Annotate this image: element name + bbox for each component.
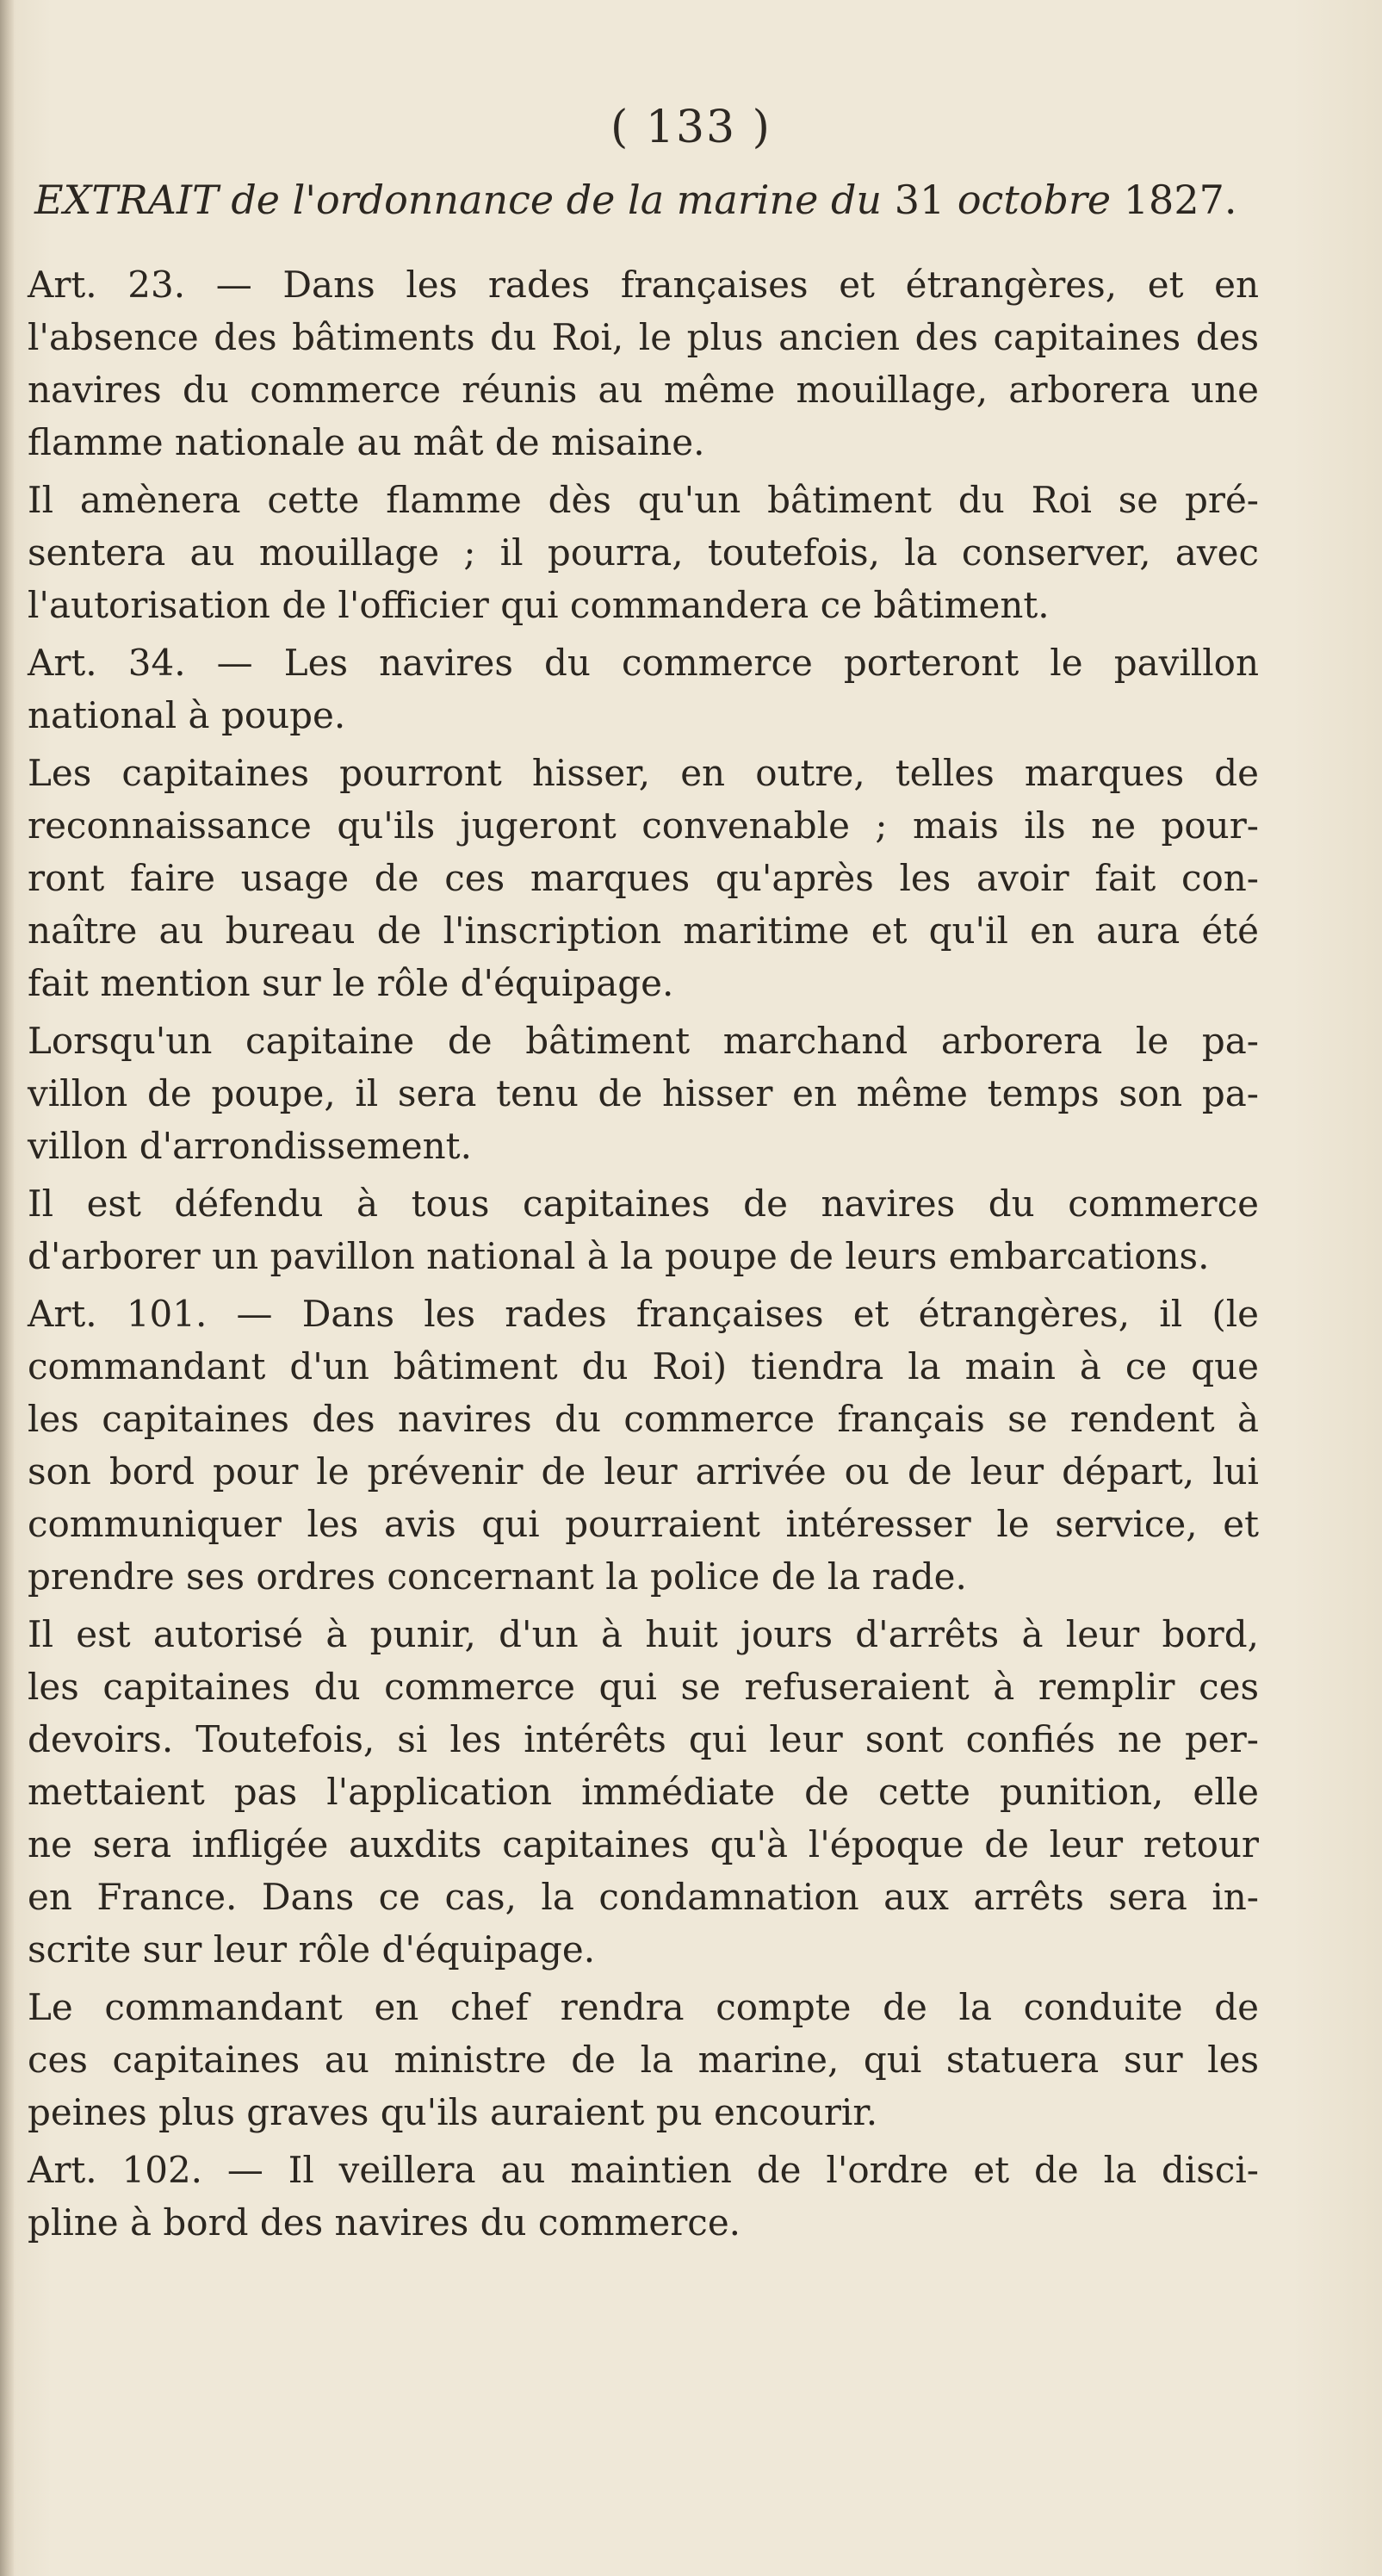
text-line: d'arborer un pavillon national à la poupe de leurs embarcations. (28, 1235, 1210, 1277)
text-line: l'absence des bâtiments du Roi, le plus ancien des capitaines des (28, 316, 1259, 358)
paragraph (28, 2144, 1259, 2249)
text-line: peines plus graves qu'ils auraient pu encourir. (28, 2091, 878, 2133)
text-line: Le commandant en chef rendra compte de la conduite de (28, 1986, 1259, 2028)
text-line: flamme nationale au mât de misaine. (28, 421, 705, 463)
text-line: villon d'arrondissement. (28, 1125, 472, 1167)
text-line: ront faire usage de ces marques qu'après les avoir fait con- (28, 857, 1259, 899)
text-line: scrite sur leur rôle d'équipage. (28, 1928, 596, 1971)
text-line: Il est défendu à tous capitaines de navires du commerce (28, 1182, 1259, 1225)
page-number: ( 133 ) (610, 102, 772, 153)
paragraph (28, 258, 1259, 469)
text-line: navires du commerce réunis au même mouillage, arborera une (28, 369, 1259, 411)
body-text (28, 258, 1259, 2254)
page-gutter-edge (0, 0, 14, 2576)
text-line: Les capitaines pourront hisser, en outre, telles marques de (28, 752, 1259, 794)
text-line: sentera au mouillage ; il pourra, toutefois, la conserver, avec (28, 531, 1259, 574)
text-line: commandant d'un bâtiment du Roi) tiendra la main à ce que (28, 1345, 1259, 1387)
text-line: les capitaines des navires du commerce français se rendent à (28, 1398, 1259, 1440)
text-line: reconnaissance qu'ils jugeront convenable ; mais ils ne pour- (28, 804, 1259, 847)
title-date-year: 1827. (1123, 177, 1237, 223)
text-line: Il amènera cette flamme dès qu'un bâtiment du Roi se pré- (28, 479, 1259, 521)
title-text: EXTRAIT de l'ordonnance de la marine du (34, 177, 883, 223)
text-line: pline à bord des navires du commerce. (28, 2201, 741, 2244)
text-line: l'autorisation de l'officier qui commandera ce bâtiment. (28, 584, 1050, 626)
text-line: fait mention sur le rôle d'équipage. (28, 962, 674, 1004)
paragraph (28, 747, 1259, 1009)
text-line: les capitaines du commerce qui se refuseraient à remplir ces (28, 1666, 1259, 1708)
paragraph (28, 474, 1259, 631)
paragraph (28, 1288, 1259, 1603)
paragraph (28, 1015, 1259, 1172)
text-line: villon de poupe, il sera tenu de hisser en même temps son pa- (28, 1072, 1259, 1114)
title-date-day: 31 (894, 177, 945, 223)
text-line: Art. 34. — Les navires du commerce porteront le pavillon (28, 642, 1259, 684)
text-line: mettaient pas l'application immédiate de cette punition, elle (28, 1771, 1259, 1813)
section-title (34, 177, 1257, 223)
text-line: Lorsqu'un capitaine de bâtiment marchand arborera le pa- (28, 1020, 1259, 1062)
text-line: Art. 23. — Dans les rades françaises et étrangères, et en (28, 264, 1259, 306)
text-line: son bord pour le prévenir de leur arrivée ou de leur départ, lui (28, 1450, 1259, 1493)
text-line: ces capitaines au ministre de la marine, qui statuera sur les (28, 2039, 1259, 2081)
paragraph (28, 636, 1259, 742)
text-line: en France. Dans ce cas, la condamnation aux arrêts sera in- (28, 1876, 1259, 1918)
text-line: communiquer les avis qui pourraient intéresser le service, et (28, 1503, 1259, 1545)
paragraph (28, 1177, 1259, 1282)
text-line: Il est autorisé à punir, d'un à huit jours d'arrêts à leur bord, (28, 1613, 1259, 1655)
title-date-month: octobre (957, 177, 1112, 223)
text-line: Art. 102. — Il veillera au maintien de l'ordre et de la disci- (28, 2149, 1259, 2191)
text-line: national à poupe. (28, 694, 346, 736)
paragraph (28, 1608, 1259, 1976)
text-line: Art. 101. — Dans les rades françaises et étrangères, il (le (28, 1293, 1259, 1335)
text-line: ne sera infligée auxdits capitaines qu'à l'époque de leur retour (28, 1823, 1259, 1865)
text-line: devoirs. Toutefois, si les intérêts qui leur sont confiés ne per- (28, 1718, 1259, 1760)
text-line: naître au bureau de l'inscription maritime et qu'il en aura été (28, 909, 1259, 952)
paragraph (28, 1981, 1259, 2138)
text-line: prendre ses ordres concernant la police de la rade. (28, 1555, 967, 1598)
